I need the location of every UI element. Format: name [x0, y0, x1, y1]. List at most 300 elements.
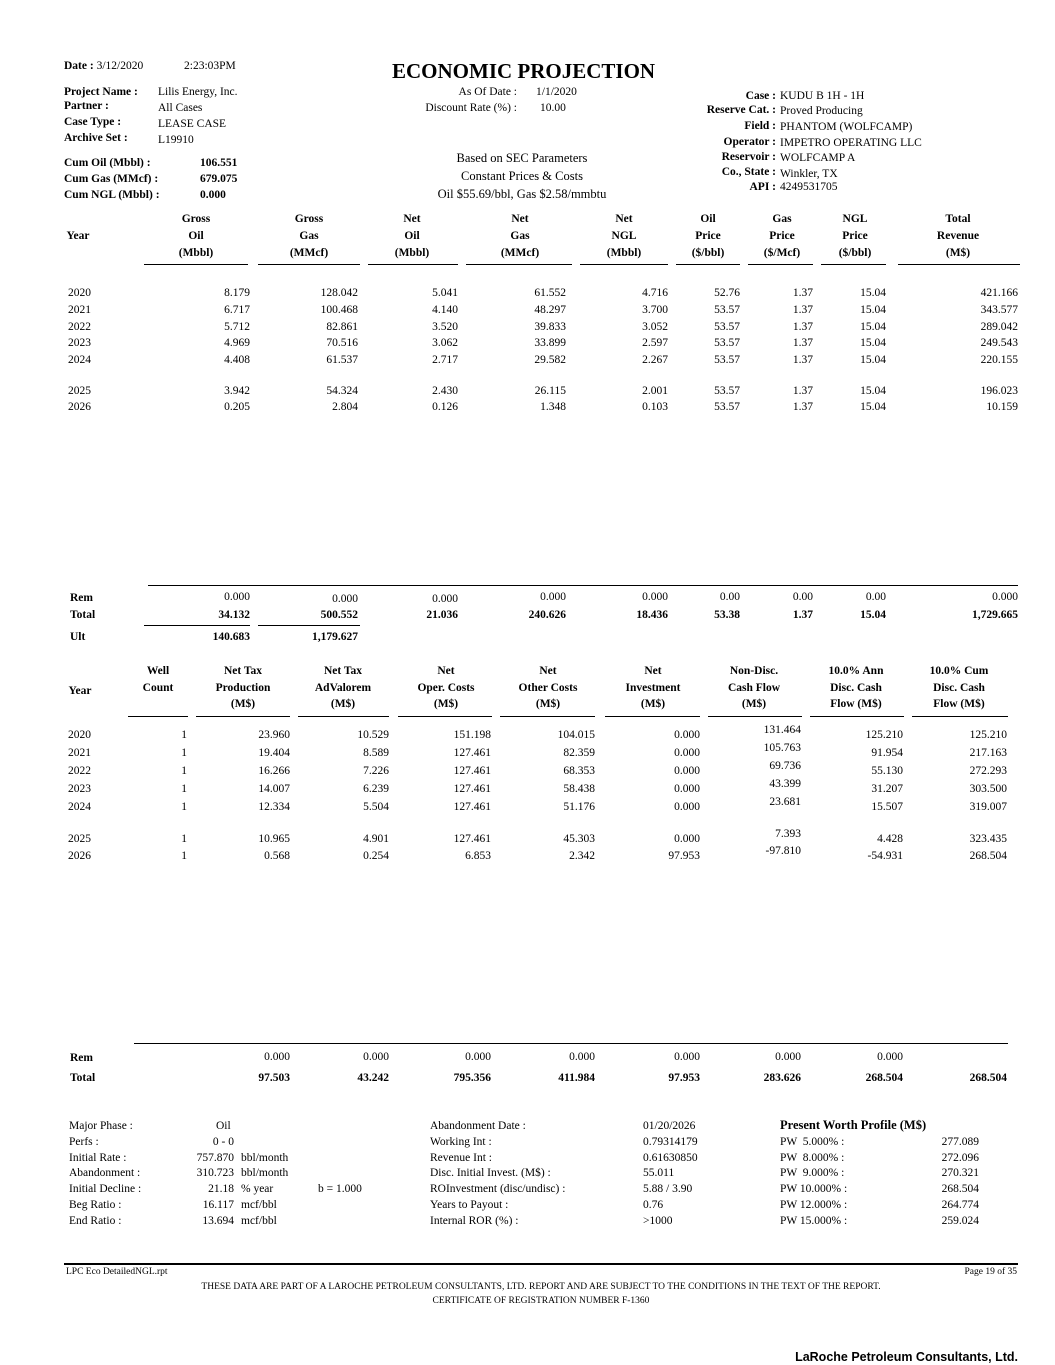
table-cell: 19.404 [258, 747, 290, 759]
table-cell: 7.226 [363, 765, 389, 777]
t1-rem-cell: 0.000 [992, 591, 1018, 603]
t1-col-header: NGL [611, 230, 637, 242]
operator-value: IMPETRO OPERATING LLC [780, 137, 922, 149]
t2-col-header: AdValorem [314, 681, 372, 694]
table-cell: 3.942 [224, 385, 250, 397]
t2-col-header: Cash Flow [727, 681, 781, 694]
t1-total-cell: 15.04 [860, 609, 886, 621]
table-cell: 16.266 [258, 765, 290, 777]
t1-col-header: Price [695, 230, 721, 242]
t2-col-header: (M$) [433, 698, 459, 710]
t2-total-cell: 411.984 [558, 1072, 595, 1084]
t1-rem-cell: 0.000 [332, 593, 358, 605]
t1-ult-cell: 140.683 [212, 631, 250, 643]
time-value: 2:23:03PM [184, 60, 236, 72]
table-cell: 48.297 [534, 304, 566, 316]
t2-col-header: Net [539, 665, 557, 677]
table-cell: 125.210 [969, 729, 1007, 741]
reserve-cat-label: Reserve Cat. : [706, 104, 776, 116]
table-cell: 1.37 [792, 401, 813, 413]
t2-header-rule [605, 716, 700, 717]
discount-rate-label: Discount Rate (%) : [425, 102, 517, 114]
pw-value: 264.774 [941, 1199, 979, 1211]
t1-col-header: ($/bbl) [838, 247, 872, 259]
table-cell: 319.007 [969, 801, 1007, 813]
cum-gas-value: 679.075 [200, 173, 238, 185]
summary-value: 13.694 [202, 1214, 234, 1227]
table-cell: 0.568 [264, 850, 290, 862]
summary-value: 01/20/2026 [643, 1120, 696, 1132]
table-cell: 5.041 [432, 287, 458, 299]
t1-header-rule [748, 264, 813, 265]
t2-header-rule [128, 716, 188, 717]
summary-value: Oil [216, 1120, 231, 1132]
t1-col-header: Net [511, 213, 529, 225]
table-cell: 4.969 [224, 337, 250, 349]
table-cell: 1.37 [792, 304, 813, 316]
t1-rem-cell: 0.00 [719, 591, 740, 603]
summary-value: 310.723 [196, 1167, 234, 1180]
table-cell: 1.37 [792, 337, 813, 349]
table-cell: 289.042 [980, 321, 1018, 333]
summary-label: Beg Ratio : [69, 1199, 122, 1211]
table-cell: 54.324 [326, 385, 358, 397]
t1-col-header: NGL [842, 213, 868, 225]
summary-label: Abandonment : [69, 1167, 141, 1180]
t1-header-rule [144, 264, 248, 265]
table-cell: 4.408 [224, 354, 250, 366]
t1-col-header: Oil [188, 230, 204, 242]
t1-ult-cell: 1,179.627 [312, 631, 358, 643]
summary-value: 55.011 [643, 1167, 675, 1180]
t1-col-header: Gas [510, 230, 530, 242]
summary-unit: mcf/bbl [241, 1214, 277, 1227]
t1-header-rule [466, 264, 572, 265]
t2-header-rule [708, 716, 802, 717]
table-cell: 23.681 [769, 796, 801, 808]
table-row-year: 2025 [68, 385, 91, 397]
table-cell: 4.428 [877, 833, 903, 845]
api-label: API : [749, 181, 776, 193]
table-cell: 51.176 [563, 801, 595, 813]
table-cell: 12.334 [258, 801, 290, 813]
reserve-cat-value: Proved Producing [780, 105, 863, 117]
table-cell: 1 [181, 747, 187, 759]
pw-label: PW 9.000% : [780, 1167, 845, 1180]
cum-ngl-label: Cum NGL (Mbbl) : [64, 189, 160, 201]
cum-oil-label: Cum Oil (Mbbl) : [64, 157, 151, 169]
pw-label: PW 15.000% : [780, 1214, 848, 1227]
t1-total-cell: 53.38 [714, 609, 740, 621]
table-cell: 125.210 [865, 729, 903, 741]
table-cell: 97.953 [668, 850, 700, 862]
table-cell: 0.000 [674, 801, 700, 813]
t2-col-header: (M$) [330, 698, 356, 710]
table-cell: 2.804 [332, 401, 358, 413]
t1-col-header: (M$) [945, 247, 971, 259]
t2-rem-rule [134, 1043, 1008, 1044]
t2-rem-cell: 0.000 [569, 1051, 595, 1063]
table-cell: 10.965 [258, 833, 290, 845]
table-row-year: 2025 [68, 833, 91, 845]
table-cell: 421.166 [980, 287, 1018, 299]
basis-line-3: Oil $55.69/bbl, Gas $2.58/mmbtu [437, 187, 607, 201]
table-cell: 69.736 [769, 760, 801, 772]
t1-total-cell: 1,729.665 [972, 609, 1018, 621]
summary-value: 757.870 [196, 1151, 234, 1164]
table-cell: 0.126 [432, 401, 458, 413]
as-of-date-value: 1/1/2020 [536, 86, 577, 98]
table-cell: 2.001 [642, 385, 668, 397]
table-cell: 43.399 [769, 778, 801, 790]
table-cell: 55.130 [871, 765, 903, 777]
reservoir-value: WOLFCAMP A [780, 152, 856, 164]
table-cell: 53.57 [714, 304, 740, 316]
table-cell: 1 [181, 765, 187, 777]
pw-profile-title: Present Worth Profile (M$) [780, 1118, 927, 1132]
t2-header-rule [500, 716, 595, 717]
t1-col-header: Price [769, 230, 795, 242]
t2-rem-cell: 0.000 [465, 1051, 491, 1063]
table-cell: 82.359 [563, 747, 595, 759]
table-cell: 127.461 [453, 833, 491, 845]
table-cell: 0.254 [363, 850, 389, 862]
table-cell: 2.430 [432, 385, 458, 397]
table-cell: 15.04 [860, 337, 886, 349]
table-cell: 2.597 [642, 337, 668, 349]
t2-col-header: Count [142, 681, 174, 694]
table-cell: 23.960 [258, 729, 290, 741]
partner-value: All Cases [158, 102, 203, 114]
t1-col-header: (Mbbl) [178, 247, 214, 259]
t2-col-header: Well [146, 665, 170, 677]
basis-line-1: Based on SEC Parameters [456, 151, 588, 165]
pw-value: 268.504 [941, 1183, 979, 1196]
pw-label: PW 5.000% : [780, 1135, 845, 1148]
pw-label: PW 8.000% : [780, 1151, 845, 1164]
pw-value: 259.024 [941, 1214, 979, 1227]
t2-total-cell: 43.242 [357, 1072, 389, 1084]
t2-col-header: Net [644, 665, 662, 677]
t1-header-rule [258, 264, 360, 265]
table-cell: 249.543 [980, 337, 1018, 349]
summary-label: Disc. Initial Invest. (M$) : [430, 1167, 551, 1180]
table-cell: 5.504 [363, 801, 389, 813]
t2-rem-cell: 0.000 [674, 1051, 700, 1063]
table-cell: 0.205 [224, 401, 250, 413]
table-row-year: 2020 [68, 729, 91, 741]
t1-total-label: Total [70, 609, 96, 621]
table-row-year: 2026 [68, 401, 91, 413]
table-row-year: 2021 [68, 304, 91, 316]
t2-col-header: (M$) [640, 698, 666, 710]
table-cell: 3.052 [642, 321, 668, 333]
table-cell: 53.57 [714, 385, 740, 397]
table-cell: 39.833 [534, 321, 566, 333]
disclaimer-line-1: THESE DATA ARE PART OF A LAROCHE PETROLEUM CONSULTANTS, LTD. REPORT AND ARE SUBJECT TO THE CONDITIONS IN THE TEXT OF THE REPORT. [201, 1282, 881, 1292]
table-cell: 0.103 [642, 401, 668, 413]
table-cell: 15.04 [860, 304, 886, 316]
summary-label: Initial Rate : [69, 1151, 127, 1164]
t1-header-rule [898, 264, 1020, 265]
page-title: ECONOMIC PROJECTION [392, 59, 656, 83]
t2-col-header: Non-Disc. [729, 665, 779, 677]
table-cell: 1 [181, 833, 187, 845]
t2-col-header: Investment [625, 681, 681, 694]
summary-value: 5.88 / 3.90 [643, 1183, 693, 1196]
table-cell: 8.589 [363, 747, 389, 759]
archive-set-value: L19910 [158, 134, 194, 146]
table-cell: 131.464 [763, 724, 801, 736]
summary-label: Abandonment Date : [430, 1120, 526, 1132]
basis-line-2: Constant Prices & Costs [461, 169, 583, 183]
case-value: KUDU B 1H - 1H [780, 90, 865, 102]
table-cell: 0.000 [674, 783, 700, 795]
table-cell: 70.516 [326, 337, 358, 349]
table-row-year: 2024 [68, 801, 91, 813]
t2-header-rule [912, 716, 1008, 717]
table-cell: 303.500 [969, 783, 1007, 795]
table-cell: 53.57 [714, 401, 740, 413]
page-number: Page 19 of 35 [964, 1267, 1017, 1277]
cum-oil-value: 106.551 [200, 157, 238, 169]
table-cell: 31.207 [871, 783, 903, 795]
summary-label: End Ratio : [69, 1214, 122, 1227]
table-cell: 1 [181, 801, 187, 813]
table-cell: 1.37 [792, 321, 813, 333]
table-cell: 3.062 [432, 337, 458, 349]
t2-rem-cell: 0.000 [775, 1051, 801, 1063]
summary-label: Working Int : [430, 1135, 492, 1148]
t2-rem-cell: 0.000 [264, 1051, 290, 1063]
table-cell: 33.899 [534, 337, 566, 349]
table-row-year: 2023 [68, 337, 91, 349]
table-row-year: 2022 [68, 765, 91, 777]
t2-col-header: Disc. Cash [933, 681, 985, 694]
table-cell: 52.76 [714, 287, 740, 299]
table-cell: 61.537 [326, 354, 358, 366]
t1-header-rule [676, 264, 740, 265]
t2-header-rule [398, 716, 492, 717]
table-cell: 15.507 [871, 801, 903, 813]
t1-rem-cell: 0.00 [792, 591, 813, 603]
cum-gas-label: Cum Gas (MMcf) : [64, 173, 159, 185]
table-cell: 272.293 [969, 765, 1007, 777]
t2-header-rule [298, 716, 389, 717]
summary-value: 21.18 [208, 1183, 234, 1196]
table-cell: 3.520 [432, 321, 458, 333]
t1-total-cell: 18.436 [636, 609, 668, 621]
t1-col-header: Gross [181, 213, 211, 225]
table-cell: 128.042 [320, 287, 358, 299]
t1-ult-label: Ult [70, 631, 86, 643]
table-cell: 10.529 [357, 729, 389, 741]
disclaimer-line-2: CERTIFICATE OF REGISTRATION NUMBER F-1360 [432, 1296, 650, 1306]
t1-header-rule [368, 264, 458, 265]
t1-col-header: Price [842, 230, 868, 242]
t1-col-header: (MMcf) [500, 247, 540, 259]
table-cell: 29.582 [534, 354, 566, 366]
t2-rem-label: Rem [70, 1052, 93, 1064]
t1-col-header: Revenue [936, 230, 980, 242]
t1-col-header: (MMcf) [289, 247, 329, 259]
summary-unit: mcf/bbl [241, 1199, 277, 1211]
table-cell: 104.015 [557, 729, 595, 741]
table-cell: 61.552 [534, 287, 566, 299]
table-row-year: 2022 [68, 321, 91, 333]
reservoir-label: Reservoir : [721, 151, 776, 163]
table-cell: 82.861 [326, 321, 358, 333]
summary-label: Years to Payout : [430, 1199, 509, 1211]
summary-label: Initial Decline : [69, 1183, 142, 1196]
t1-rem-cell: 0.00 [865, 591, 886, 603]
table-cell: 15.04 [860, 385, 886, 397]
t2-rem-cell: 0.000 [877, 1051, 903, 1063]
table-cell: 6.853 [465, 850, 491, 862]
cum-ngl-value: 0.000 [200, 189, 226, 201]
table-cell: 196.023 [980, 385, 1018, 397]
summary-value: 0 - 0 [212, 1135, 234, 1148]
t1-col-header: (Mbbl) [394, 247, 430, 259]
date-value: 3/12/2020 [96, 60, 144, 72]
t2-col-header: (M$) [230, 698, 256, 710]
t1-rem-cell: 0.000 [642, 591, 668, 603]
table-cell: 0.000 [674, 765, 700, 777]
t2-rem-cell: 0.000 [363, 1051, 389, 1063]
t2-total-cell: 283.626 [763, 1072, 801, 1084]
summary-value: 16.117 [202, 1199, 234, 1211]
table-cell: 6.717 [224, 304, 250, 316]
project-name-value: Lilis Energy, Inc. [158, 86, 238, 98]
t2-col-header: (M$) [535, 698, 561, 710]
table-cell: 14.007 [258, 783, 290, 795]
case-type-label: Case Type : [64, 116, 122, 128]
t1-rem-cell: 0.000 [540, 591, 566, 603]
table-cell: 6.239 [363, 783, 389, 795]
date-label: Date : [64, 60, 94, 72]
t1-rem-label: Rem [70, 592, 93, 604]
discount-rate-value: 10.00 [540, 102, 566, 114]
t2-total-cell: 268.504 [969, 1072, 1007, 1084]
t1-total-cell: 1.37 [792, 609, 813, 621]
case-type-value: LEASE CASE [158, 118, 227, 130]
table-cell: 53.57 [714, 354, 740, 366]
t2-col-header: (M$) [741, 698, 767, 710]
table-cell: 15.04 [860, 321, 886, 333]
table-row-year: 2021 [68, 747, 91, 759]
t2-col-header: Net Tax [323, 665, 363, 677]
table-row-year: 2023 [68, 783, 91, 795]
table-cell: 1.348 [540, 401, 566, 413]
date-line [64, 60, 143, 72]
table-cell: 127.461 [453, 747, 491, 759]
t1-col-header: Total [945, 213, 971, 225]
t2-col-header: Net Tax [223, 665, 263, 677]
table-cell: 4.901 [363, 833, 389, 845]
t1-col-header: Net [615, 213, 633, 225]
table-cell: 1.37 [792, 287, 813, 299]
t2-total-cell: 97.503 [258, 1072, 290, 1084]
summary-value: 0.79314179 [643, 1135, 698, 1148]
t1-col-header: ($/bbl) [691, 247, 725, 259]
footer-rule [64, 1263, 1018, 1265]
summary-extra: b = 1.000 [318, 1183, 362, 1196]
table-cell: 2.267 [642, 354, 668, 366]
t1-ult-rule [144, 625, 250, 626]
t1-col-header: Gas [772, 213, 792, 225]
co-state-value: Winkler, TX [780, 168, 838, 180]
co-state-label: Co., State : [721, 166, 776, 178]
table-cell: 1.37 [792, 354, 813, 366]
table-cell: 68.353 [563, 765, 595, 777]
summary-label: ROInvestment (disc/undisc) : [430, 1183, 566, 1196]
field-value: PHANTOM (WOLFCAMP) [780, 121, 913, 133]
table-cell: 1 [181, 850, 187, 862]
t1-total-cell: 34.132 [218, 609, 250, 621]
project-name-label: Project Name : [64, 86, 138, 98]
t1-col-header: Gross [294, 213, 324, 225]
table-cell: 217.163 [969, 747, 1007, 759]
t2-col-header: Net [437, 665, 455, 677]
report-name: LPC Eco DetailedNGL.rpt [66, 1267, 168, 1277]
operator-label: Operator : [723, 136, 776, 148]
t2-total-label: Total [70, 1072, 96, 1084]
summary-value: >1000 [643, 1214, 673, 1227]
t1-rem-cell: 0.000 [224, 591, 250, 603]
t1-rem-cell: 0.000 [432, 593, 458, 605]
t2-total-cell: 97.953 [668, 1072, 700, 1084]
t1-year-header: Year [66, 230, 90, 242]
pw-value: 277.089 [941, 1135, 979, 1148]
table-cell: 2.717 [432, 354, 458, 366]
field-label: Field : [744, 120, 776, 132]
table-cell: 91.954 [871, 747, 903, 759]
archive-set-label: Archive Set : [64, 132, 128, 144]
partner-label: Partner : [64, 100, 109, 112]
t1-col-header: Gas [299, 230, 319, 242]
table-cell: 8.179 [224, 287, 250, 299]
table-cell: 343.577 [980, 304, 1018, 316]
table-cell: 3.700 [642, 304, 668, 316]
table-cell: 4.140 [432, 304, 458, 316]
table-cell: 26.115 [534, 385, 566, 397]
t1-header-rule [821, 264, 886, 265]
summary-unit: bbl/month [241, 1167, 289, 1180]
table-cell: 53.57 [714, 321, 740, 333]
t2-year-header: Year [68, 685, 92, 697]
summary-label: Major Phase : [69, 1120, 133, 1132]
table-cell: 0.000 [674, 747, 700, 759]
table-cell: 1 [181, 729, 187, 741]
summary-value: 0.61630850 [643, 1151, 698, 1164]
summary-unit: % year [241, 1183, 274, 1196]
t1-col-header: (Mbbl) [606, 247, 642, 259]
table-cell: 2.342 [569, 850, 595, 862]
pw-value: 270.321 [941, 1167, 979, 1180]
t1-total-cell: 21.036 [426, 609, 458, 621]
t1-col-header: Oil [700, 213, 716, 225]
table-cell: 127.461 [453, 801, 491, 813]
table-cell: 15.04 [860, 287, 886, 299]
table-cell: 0.000 [674, 833, 700, 845]
summary-label: Perfs : [69, 1135, 99, 1148]
t2-total-cell: 795.356 [453, 1072, 491, 1084]
table-cell: 15.04 [860, 354, 886, 366]
t1-col-header: ($/Mcf) [763, 247, 801, 259]
table-cell: 15.04 [860, 401, 886, 413]
summary-label: Revenue Int : [430, 1151, 492, 1164]
table-cell: 220.155 [980, 354, 1018, 366]
